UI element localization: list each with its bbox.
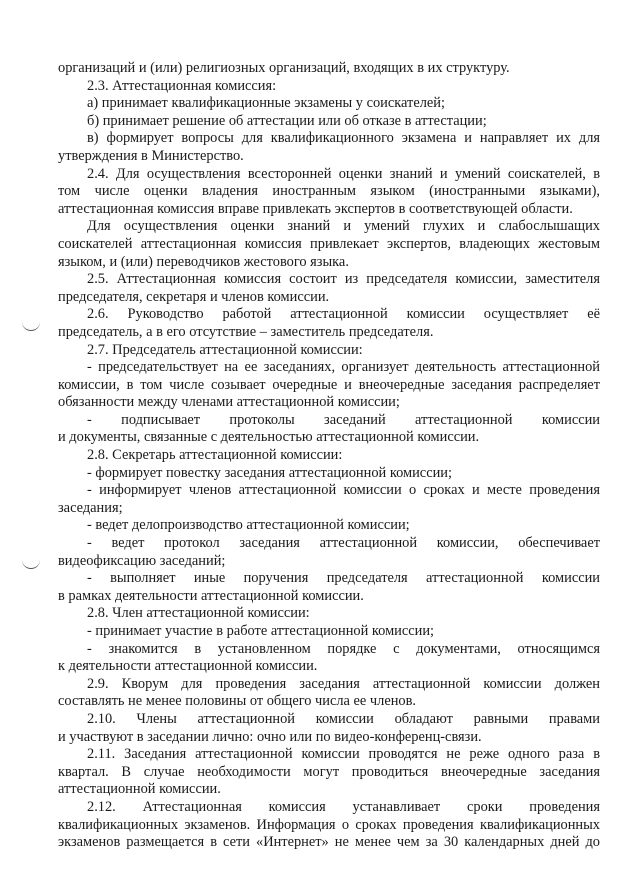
text-line: - подписывает протоколы заседаний аттестационной комиссии xyxy=(87,411,600,428)
text-line: - председательствует на ее заседаниях, организует деятельность аттестационной xyxy=(87,359,600,376)
text-line: в рамках деятельности аттестационной комиссии. xyxy=(58,587,364,604)
text-line: 2.6. Руководство работой аттестационной комиссии осуществляет её xyxy=(87,306,600,323)
text-line: в) формирует вопросы для квалификационного экзамена и направляет их для xyxy=(87,130,600,147)
text-line: 2.3. Аттестационная комиссия: xyxy=(87,77,277,94)
text-line: председателя, секретаря и членов комиссии. xyxy=(58,288,330,305)
text-line: 2.8. Член аттестационной комиссии: xyxy=(87,605,310,622)
text-line: 2.12. Аттестационная комиссия устанавливает сроки проведения xyxy=(87,798,600,815)
text-line: председатель, а в его отсутствие – заместитель председателя. xyxy=(58,323,434,340)
text-line: видеофиксацию заседаний; xyxy=(58,552,226,569)
text-line: - информирует членов аттестационной комиссии о сроках и месте проведения xyxy=(87,482,600,499)
text-line: - ведет делопроизводство аттестационной комиссии; xyxy=(87,517,410,534)
text-line: обязанности между членами аттестационной комиссии; xyxy=(58,394,400,411)
text-line: комиссии, в том числе созывает очередные и внеочередные заседания распределяет xyxy=(58,376,600,393)
text-line: б) принимает решение об аттестации или об отказе в аттестации; xyxy=(87,112,487,129)
text-line: аттестационная комиссия вправе привлекать экспертов в соответствующей области. xyxy=(58,200,573,217)
text-line: языком, и (или) переводчиков жестового языка. xyxy=(58,253,349,270)
text-line: том числе оценки владения иностранным языком (иностранными языками), xyxy=(58,183,600,200)
text-line: 2.5. Аттестационная комиссия состоит из председателя комиссии, заместителя xyxy=(87,271,600,288)
text-line: 2.11. Заседания аттестационной комиссии проводятся не реже одного раза в xyxy=(87,746,600,763)
text-line: составлять не менее половины от общего числа ее членов. xyxy=(58,693,417,710)
text-line: к деятельности аттестационной комиссии. xyxy=(58,658,318,675)
document-body xyxy=(58,60,600,852)
text-line: и документы, связанные с деятельностью аттестационной комиссии. xyxy=(58,429,480,446)
margin-scan-mark xyxy=(22,560,40,569)
text-line: аттестационной комиссии. xyxy=(58,781,221,798)
text-line: - формирует повестку заседания аттестационной комиссии; xyxy=(87,464,452,481)
text-line: квартал. В случае необходимости могут проводиться внеочередные заседания xyxy=(58,763,600,780)
text-line: соискателей аттестационная комиссия привлекает экспертов, владеющих жестовым xyxy=(58,235,600,252)
text-line: - ведет протокол заседания аттестационной комиссии, обеспечивает xyxy=(87,535,600,552)
text-line: экзаменов размещается в сети «Интернет» не менее чем за 30 календарных дней до xyxy=(58,834,600,851)
text-line: - знакомится в установленном порядке с документами, относящимся xyxy=(87,640,600,657)
text-line: - принимает участие в работе аттестационной комиссии; xyxy=(87,623,435,639)
text-line: заседания; xyxy=(58,499,123,516)
text-line: 2.7. Председатель аттестационной комиссии: xyxy=(87,341,363,358)
text-line: Для осуществления оценки знаний и умений глухих и слабослышащих xyxy=(87,218,600,235)
text-line: квалификационных экзаменов. Информация о сроках проведения квалификационных xyxy=(58,816,600,833)
text-line: 2.10. Члены аттестационной комиссии обладают равными правами xyxy=(87,710,600,727)
text-line: утверждения в Министерство. xyxy=(58,147,244,164)
text-line: - выполняет иные поручения председателя аттестационной комиссии xyxy=(87,570,600,587)
text-line: и участвуют в заседании лично: очно или по видео-конференц-связи. xyxy=(58,728,482,745)
text-line: организаций и (или) религиозных организаций, входящих в их структуру. xyxy=(58,60,510,76)
text-line: 2.4. Для осуществления всесторонней оценки знаний и умений соискателей, в xyxy=(87,165,600,182)
text-line: 2.9. Кворум для проведения заседания аттестационной комиссии должен xyxy=(87,675,600,692)
margin-scan-mark xyxy=(22,322,40,331)
text-line: а) принимает квалификационные экзамены у соискателей; xyxy=(87,95,445,112)
text-line: 2.8. Секретарь аттестационной комиссии: xyxy=(87,447,343,464)
